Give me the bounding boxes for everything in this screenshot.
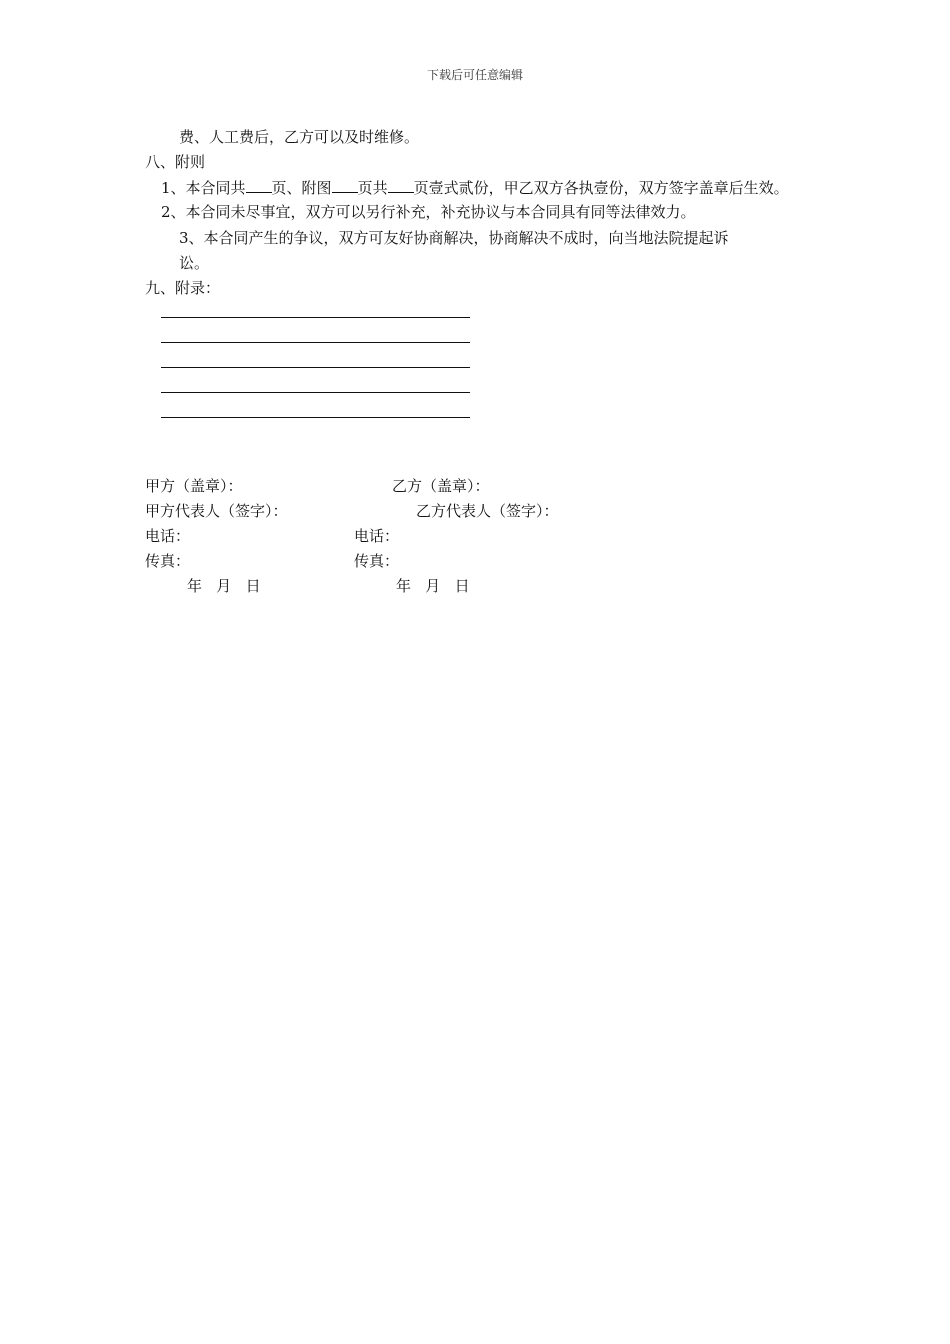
- clause-8-1-part2: 页、附图: [271, 179, 332, 197]
- party-b-rep-label: 乙方代表人（签字）：: [416, 502, 559, 520]
- appendix-blank-line[interactable]: [161, 342, 470, 343]
- appendix-blank-line[interactable]: [161, 392, 470, 393]
- party-b-seal-label: 乙方（盖章）：: [392, 477, 490, 495]
- party-b-date: 年 月 日: [396, 577, 470, 595]
- blank-field-total[interactable]: [388, 177, 414, 193]
- clause-8-1-part3: 页共: [357, 179, 388, 197]
- clause-8-1: [161, 177, 789, 198]
- continued-line: 费、人工费后，乙方可以及时维修。: [179, 128, 420, 146]
- clause-8-3-line2: 讼。: [179, 254, 210, 272]
- clause-8-2: 2、本合同未尽事宜，双方可以另行补充，补充协议与本合同具有同等法律效力。: [161, 203, 696, 221]
- appendix-blank-line[interactable]: [161, 367, 470, 368]
- clause-8-3-line1: 3、本合同产生的争议，双方可友好协商解决，协商解决不成时，向当地法院提起诉: [179, 229, 729, 247]
- blank-field-pages[interactable]: [246, 177, 272, 193]
- appendix-blank-line[interactable]: [161, 317, 470, 318]
- appendix-blank-line[interactable]: [161, 417, 470, 418]
- party-b-phone-label: 电话：: [354, 527, 400, 545]
- party-a-seal-label: 甲方（盖章）：: [145, 477, 243, 495]
- section-8-title: 八、附则: [145, 153, 206, 171]
- clause-8-1-part4: 页壹式贰份，甲乙双方各执壹份，双方签字盖章后生效。: [413, 179, 789, 197]
- clause-8-1-part1: 1、本合同共: [161, 179, 246, 197]
- party-a-rep-label: 甲方代表人（签字）：: [145, 502, 288, 520]
- party-a-phone-label: 电话：: [145, 527, 191, 545]
- section-9-title: 九、附录：: [145, 279, 221, 297]
- party-b-fax-label: 传真：: [354, 552, 400, 570]
- page-header-note: 下载后可任意编辑: [426, 68, 523, 82]
- party-a-date: 年 月 日: [187, 577, 261, 595]
- blank-field-attachment[interactable]: [332, 177, 358, 193]
- party-a-fax-label: 传真：: [145, 552, 191, 570]
